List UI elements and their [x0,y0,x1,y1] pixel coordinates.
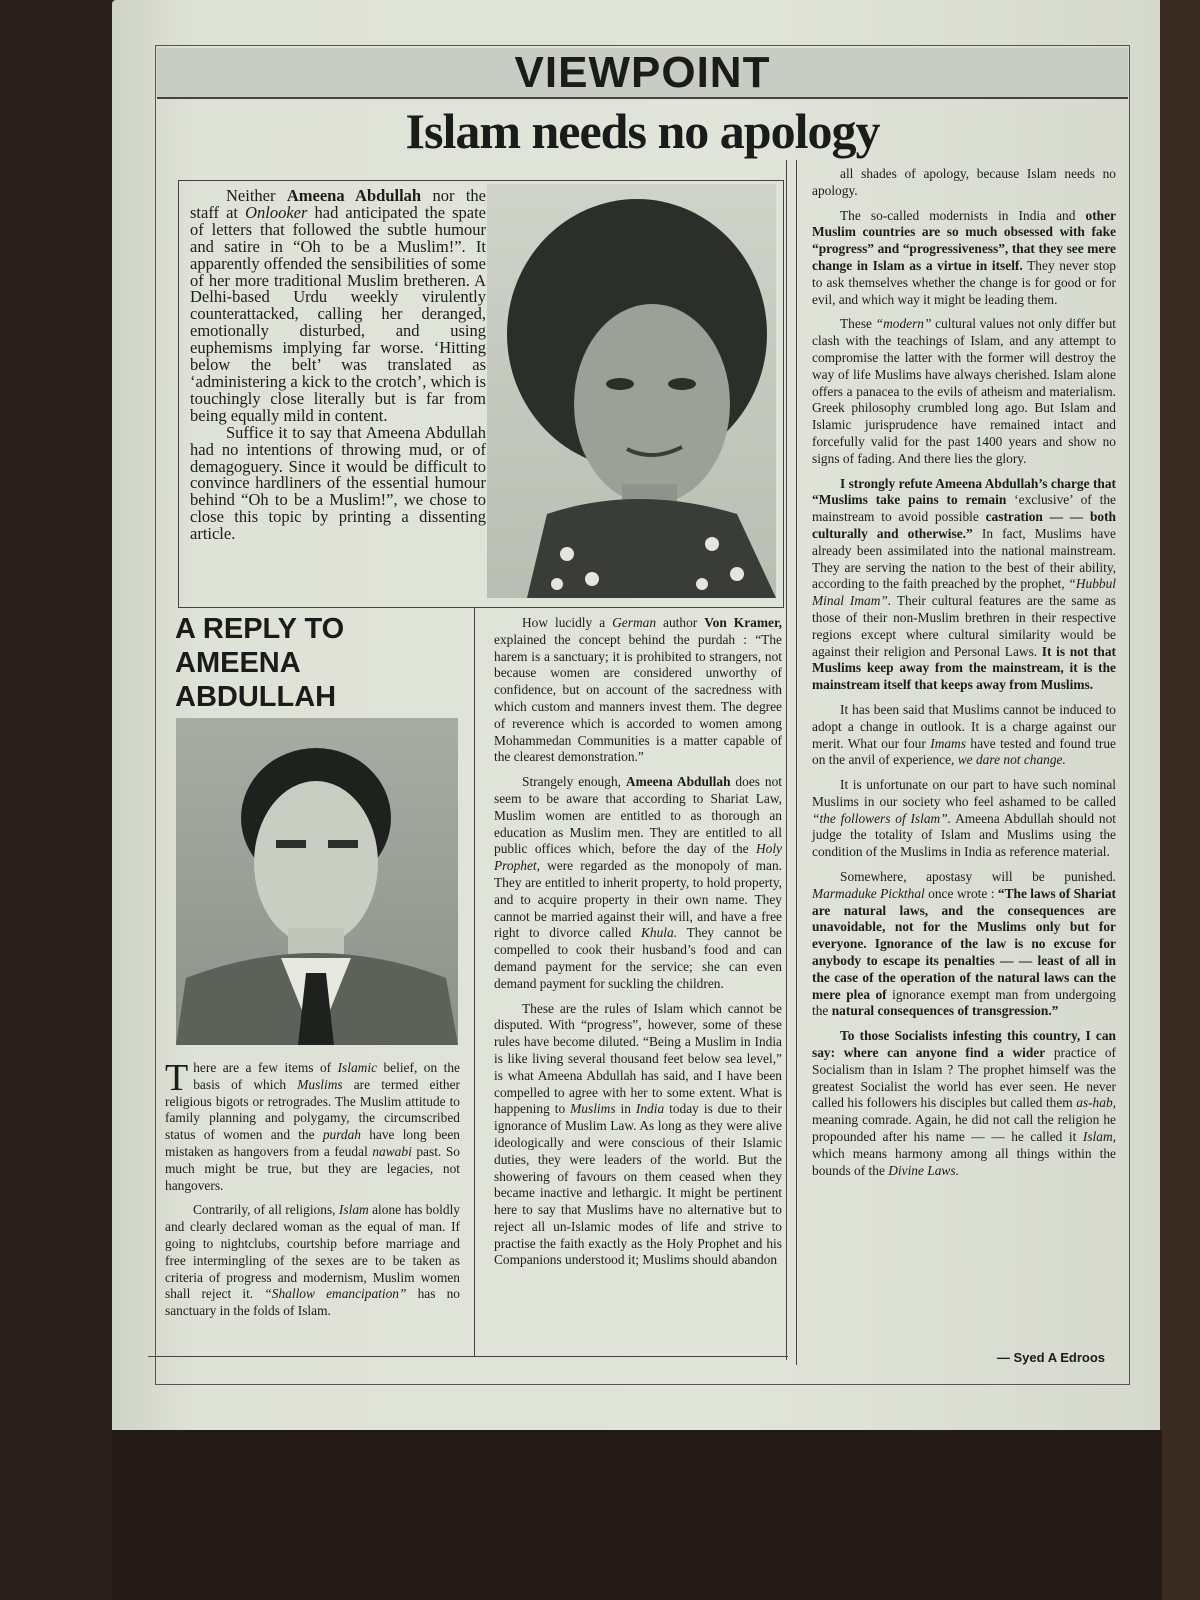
text-run: ignorance exempt man from undergoing the [812,986,1116,1019]
text-run: belief, on the basis of which [193,1060,460,1092]
text-run: Islamic [337,1060,378,1075]
text-run: meaning comrade. Again, he did not call the religion he propounded after his name — — he called it [812,1112,1116,1145]
text-run: It has been said that Muslims cannot be induced to adopt a change in outlook. It is a charge against our merit. What our four [812,701,1116,751]
background-edge [1160,0,1200,1600]
text-run: have tested and found true on the anvil of experience, [812,735,1116,768]
paragraph [812,702,1116,769]
paragraph [812,777,1116,861]
text-run: in [615,1101,636,1117]
divider [148,1356,788,1357]
reply-heading-line: AMEENA [175,647,301,679]
text-run: Ameena Abdullah [625,774,731,790]
column-rule [796,160,797,1365]
photo-ameena-abdullah [487,184,776,598]
text-run: Islam, [1082,1129,1116,1145]
reply-heading-line: A REPLY TO [175,613,345,645]
text-run: How lucidly a [522,615,613,630]
text-run: cultural values not only differ but clash with the teachings of Islam, and any attempt to compromise the latter with the former will destroy the way of life Muslims have always cherished. Islam alone offers a panacea to the evils of atheism and materialism. Greek philosophy crumbled long ago. But Islam and Islamic jurisprudence have remained intact and forcefully valid for the past 1400 years and show no signs of fading. And there lies the glory. [812,316,1117,466]
author-signature: — Syed A Edroos [996,1350,1105,1365]
text-run: past. So much might be true, but they are legacies, not hangovers. [165,1143,460,1193]
divider [157,98,1128,99]
text-run: ‘exclusive’ of the mainstream to avoid possible [812,492,1116,525]
text-run: Contrarily, of all religions, [193,1202,339,1218]
intro-text [190,188,486,543]
text-run: other Muslim countries are so much obsessed with fake “progress” and “progressiveness”, that they see mere change in Islam as a virtue in itself. [812,207,1116,273]
paragraph [812,316,1116,467]
text-run: Somewhere, apostasy will be punished. [840,869,1116,885]
text-run: were regarded as the monopoly of man. They are entitled to inherit property, to hold property, and to acquire property in their own name. They cannot be married against their will, and have a free right to divorce called [494,858,782,941]
text-run: does not seem to be aware that according to Shariat Law, Muslim women are entitled to as thorough an education as Muslim men. They are entitled to all public offices which, before the day of the [494,774,782,857]
text-run: Ameena Abdullah [286,186,422,205]
text-run: which means harmony among all things within the bounds of the [812,1145,1116,1178]
headline: Islam needs no apology [405,103,880,159]
text-run: “the followers of Islam”. [812,810,952,826]
column-1-text [165,1057,460,1328]
text-run: nor the staff at [190,186,487,222]
text-run: It is unfortunate on our part to have such nominal Muslims in our society who feel ashamed to be called [812,777,1116,809]
text-run: Khula. [640,925,678,941]
text-run: “Hubbul Minal Imam”. [812,576,1116,609]
column-rule [786,160,787,1360]
text-run: purdah [322,1127,362,1143]
paragraph [812,476,1116,694]
reply-heading-line: ABDULLAH [175,681,337,713]
paragraph [494,615,782,766]
paragraph [812,1028,1116,1179]
column-rule [474,608,475,1356]
text-run: have long been mistaken as hangovers from a feudal [165,1127,460,1159]
text-run: They cannot be compelled to cook their husband’s food and can demand payment for the service; she can even demand payment for suckling the children. [494,925,782,991]
text-run: Divine Laws. [888,1162,959,1178]
text-run: In fact, Muslims have already been assimilated into the national mainstream. They are serving the nation to the best of their ability, according to the faith preached by the prophet, [812,525,1116,592]
background-table [112,1430,1162,1600]
reply-heading [175,612,344,714]
section-label: VIEWPOINT [514,48,771,97]
text-run: Ameena Abdullah should not judge the totality of Islam and Muslims using the condition of the Muslims in India as reference material. [812,810,1116,860]
text-run: has no sanctuary in the folds of Islam. [165,1286,460,1319]
text-run: To those Socialists infesting this country, I can say: where can anyone find a wider [812,1028,1116,1061]
text-run: It is not that Muslims keep away from the mainstream, it is the mainstream itself that keeps away from Muslims. [812,643,1116,693]
text-run: author [656,615,705,630]
text-run: here are a few items of [193,1060,338,1075]
text-run: Imams [930,735,966,751]
paragraph [190,188,486,425]
column-3-text [812,166,1116,1187]
text-run: Their cultural features are the same as those of their non-Muslim brethren in their respective regions except where cultural similarity would be against their religion and Personal Laws. [812,593,1117,659]
text-run: The so-called modernists in India and [840,207,1086,223]
paragraph [165,1057,460,1194]
text-run: Muslims [570,1101,616,1117]
text-run: These are the rules of Islam which cannot be disputed. With “progress”, however, some of these rules have become diluted. “Being a Muslim in India is like living several thousand feet below sea level,” is what Ameena Abdullah has said, and I have been compelled to agree with her to some extent. What is happening to [494,1000,782,1117]
drop-cap: T [165,1057,189,1099]
text-run: are termed either religious bigots or retrogrades. The Muslim attitude to family planning and polygamy, the circumscribed status of women and the [165,1076,460,1143]
text-run: Marmaduke Pickthal [812,885,925,901]
text-run: Onlooker [245,202,308,222]
section-banner [157,48,1128,98]
text-run: German [612,615,657,630]
text-run: nawabi [372,1143,412,1159]
text-run: I strongly refute Ameena Abdullah’s charge that “Muslims take pains to remain [812,475,1116,508]
text-run: we dare not change. [957,752,1066,768]
paragraph [812,166,1116,200]
text-run: “Shallow emancipation” [264,1286,407,1302]
text-run: “modern” [875,316,932,332]
text-run: as-hab, [1076,1095,1116,1111]
column-2-text [494,615,782,1277]
paragraph [812,208,1116,309]
text-run: These [840,316,876,332]
text-run: Strangely enough, [522,774,626,790]
text-run: practice of Socialism than in Islam ? The prophet himself was the greatest Socialist the world has ever seen. He never called his followers his disciples but called them [812,1045,1117,1111]
text-run: Suffice it to say that Ameena Abdullah had no intentions of throwing mud, or of demagoguery. Since it would be difficult to convince hardliners of the essential humour behind “Oh to be a Muslim!”, we chose to close this topic by printing a dissenting article. [190,422,486,544]
paragraph [190,422,486,544]
paragraph [494,774,782,992]
text-run: They never stop to ask themselves whether the change is for good or for evil, and which way it might be leading them. [812,257,1116,307]
paragraph [812,869,1116,1020]
text-run: today is due to their ignorance of Muslim Law. As long as they were alive ideologically and were conscious of their Islamic duties, they were leaders of the world. But the showering of favours on them ceased when they became inactive and lethargic. It might be pertinent here to say that Muslims have no alternative but to reject all un-Islamic modes of life and strive to practise the faith exactly as the Holy Prophet and his Companions understood it; Muslims should abandon [494,1101,782,1268]
text-run: explained the concept behind the purdah : “The harem is a sanctuary; it is prohibited to strangers, not because women are considered unworthy of confidence, but on account of the sacredness with which custom and manners invest them. The degree of reverence which is accorded to women among Mohammedan Communities is a matter capable of the clearest demonstration.” [494,631,782,765]
paragraph [165,1202,460,1320]
text-run: Holy Prophet, [494,841,782,874]
text-run: Von Kramer, [704,615,783,630]
text-run: once wrote : [924,885,998,901]
paragraph [494,1001,782,1270]
text-run: “The laws of Shariat are natural laws, and the consequences are unavoidable, not for the Muslims only but for everyone. Ignorance of the law is no excuse for anybody to escape its penalties — — least of all in the case of the operation of the natural laws can the mere plea of [812,885,1116,1002]
text-run: had anticipated the spate of letters that followed the subtle humour and satire in “Oh to be a Muslim!”. It apparently offended the sensibilities of some of her more traditional Muslim bretheren. A Delhi-based Urdu weekly virulently counterattacked, calling her deranged, emotionally disturbed, and using euphemisms implying far worse. ‘Hitting below the belt’ was translated as ‘administering a kick to the crotch’, which is touchingly close literally but is far from being equally mild in content. [190,202,487,425]
text-run: all shades of apology, because Islam needs no apology. [812,166,1116,198]
text-run: natural consequences of transgression.” [831,1003,1059,1019]
text-run: Islam [338,1202,369,1218]
text-run: alone has boldly and clearly declared woman as the equal of man. If going to nightclubs, courtship before marriage and free intermingling of the sexes are to be taken as criteria of progress and modernism, Muslim women shall reject it. [165,1202,460,1302]
text-run: castration — — both culturally and otherwise.” [812,509,1116,541]
text-run: Muslims [297,1076,343,1092]
photo-author [176,718,458,1045]
text-run: India [635,1101,665,1117]
text-run: Neither [226,186,287,205]
